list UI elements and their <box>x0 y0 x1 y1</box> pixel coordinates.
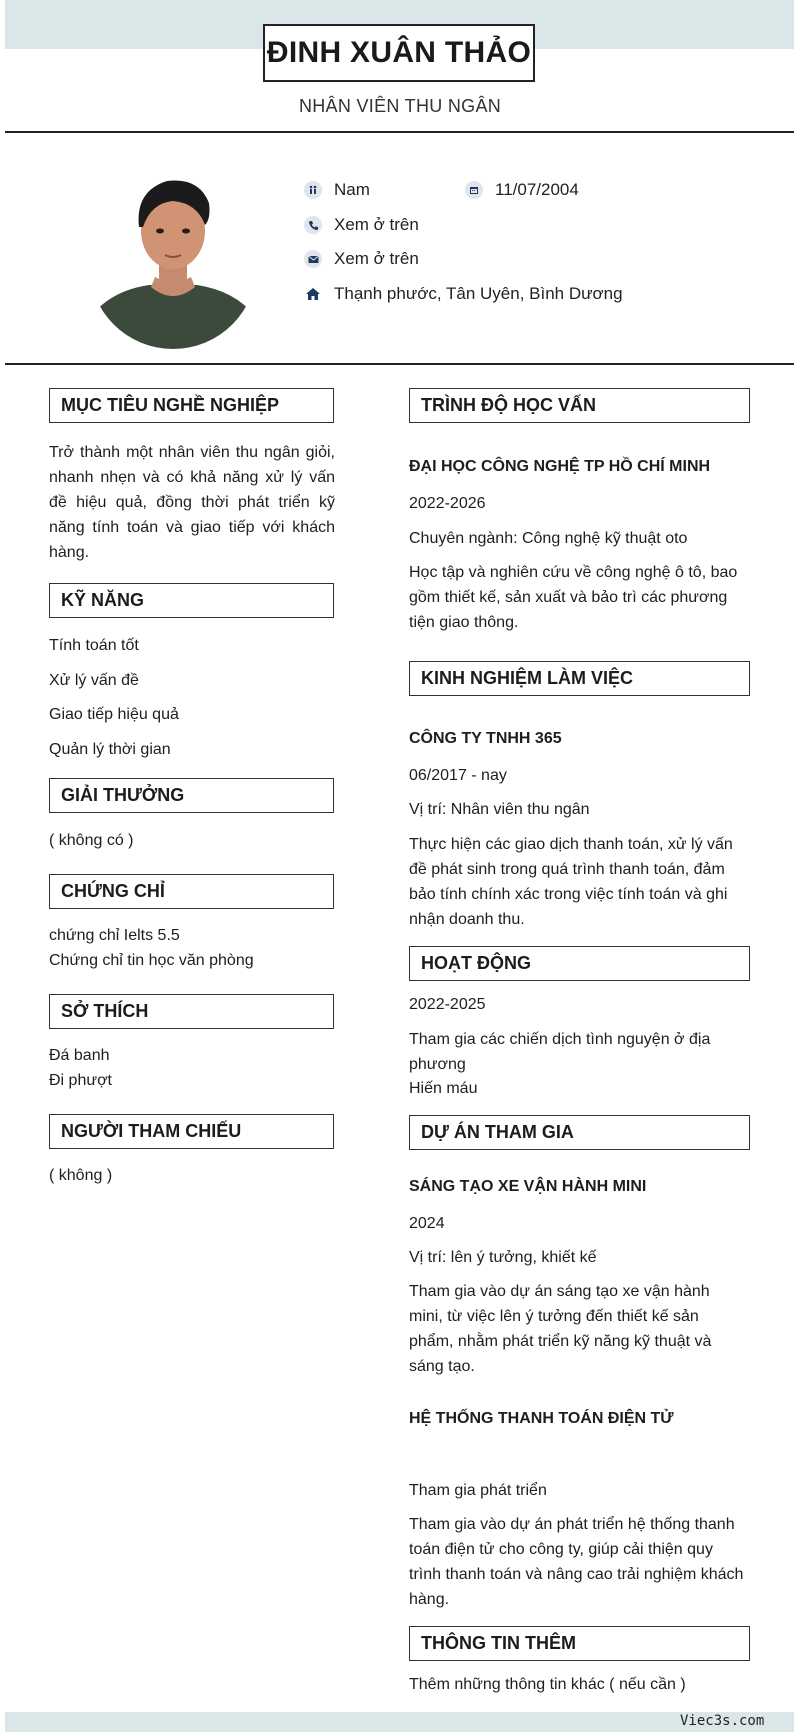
education-school: ĐẠI HỌC CÔNG NGHỆ TP HỒ CHÍ MINH <box>409 458 711 475</box>
calendar-icon <box>465 181 483 199</box>
section-more-heading: THÔNG TIN THÊM <box>409 1626 750 1661</box>
phone-value: Xem ở trên <box>334 215 419 234</box>
certificate-item: chứng chỉ Ielts 5.5 <box>49 927 180 944</box>
more-text: Thêm những thông tin khác ( nếu cần ) <box>409 1676 686 1693</box>
hobby-item: Đi phượt <box>49 1072 112 1089</box>
gender-row <box>304 180 370 200</box>
home-icon <box>304 285 322 303</box>
section-awards-heading: GIẢI THƯỞNG <box>49 778 334 813</box>
section-education-heading: TRÌNH ĐỘ HỌC VẤN <box>409 388 750 423</box>
skill-item: Xử lý vấn đề <box>49 672 139 689</box>
experience-position: Vị trí: Nhân viên thu ngân <box>409 801 590 818</box>
section-hobbies-heading: SỞ THÍCH <box>49 994 334 1029</box>
phone-icon <box>304 216 322 234</box>
address-value: Thạnh phước, Tân Uyên, Bình Dương <box>334 284 623 303</box>
activities-extra: Hiến máu <box>409 1080 478 1097</box>
footer-brand: Viec3s.com <box>680 1713 765 1729</box>
experience-desc: Thực hiện các giao dịch thanh toán, xử lý vấn đề phát sinh trong quá trình thanh toán, đảm bảo tính chính xác trong việc tính toán và ghi nhận doanh thu. <box>409 836 733 928</box>
birthdate-row <box>465 180 579 200</box>
email-row <box>304 249 419 269</box>
activities-desc: Tham gia các chiến dịch tình nguyện ở địa phương <box>409 1031 711 1073</box>
section-projects-heading: DỰ ÁN THAM GIA <box>409 1115 750 1150</box>
candidate-name: ĐINH XUÂN THẢO <box>263 24 535 82</box>
divider-top <box>5 131 794 133</box>
project-desc: Tham gia vào dự án phát triển hệ thống thanh toán điện tử cho công ty, giúp cải thiện quy trình thanh toán và nâng cao trải nghiệm khách hàng. <box>409 1516 744 1608</box>
project-title: SÁNG TẠO XE VẬN HÀNH MINI <box>409 1178 647 1195</box>
references-text: ( không ) <box>49 1167 113 1184</box>
project-title: HỆ THỐNG THANH TOÁN ĐIỆN TỬ <box>409 1410 674 1427</box>
objective-text: Trở thành một nhân viên thu ngân giỏi, nhanh nhẹn và có khả năng xử lý vấn đề hiệu quả, đồng thời phát triển kỹ năng tính toán và giao tiếp với khách hàng. <box>49 444 335 561</box>
birthdate-value: 11/07/2004 <box>495 180 579 199</box>
project-desc: Tham gia vào dự án sáng tạo xe vận hành mini, từ việc lên ý tưởng đến thiết kế sản phẩm, nhằm phát triển kỹ năng kỹ thuật và sáng tạo. <box>409 1283 712 1375</box>
experience-company: CÔNG TY TNHH 365 <box>409 730 562 747</box>
skill-item: Giao tiếp hiệu quả <box>49 706 179 723</box>
certificate-item: Chứng chỉ tin học văn phòng <box>49 952 254 969</box>
phone-row <box>304 215 419 235</box>
divider-middle <box>5 363 794 365</box>
gender-value: Nam <box>334 180 370 199</box>
section-objective-heading: MỤC TIÊU NGHỀ NGHIỆP <box>49 388 334 423</box>
address-row <box>304 284 623 304</box>
skill-item: Quản lý thời gian <box>49 741 171 758</box>
section-experience-heading: KINH NGHIỆM LÀM VIỆC <box>409 661 750 696</box>
education-major: Chuyên ngành: Công nghệ kỹ thuật oto <box>409 530 688 547</box>
skill-item: Tính toán tốt <box>49 637 139 654</box>
gender-icon <box>304 181 322 199</box>
activities-period: 2022-2025 <box>409 996 486 1013</box>
project-year: 2024 <box>409 1215 445 1232</box>
email-icon <box>304 250 322 268</box>
education-desc: Học tập và nghiên cứu về công nghệ ô tô, bao gồm thiết kế, sản xuất và bảo trì các phương tiện giao thông. <box>409 564 738 631</box>
avatar <box>89 169 257 349</box>
section-activities-heading: HOẠT ĐỘNG <box>409 946 750 981</box>
section-references-heading: NGƯỜI THAM CHIẾU <box>49 1114 334 1149</box>
education-period: 2022-2026 <box>409 495 486 512</box>
footer-band <box>5 1712 794 1732</box>
email-value: Xem ở trên <box>334 249 419 268</box>
project-role: Tham gia phát triển <box>409 1482 547 1499</box>
section-skills-heading: KỸ NĂNG <box>49 583 334 618</box>
job-title: NHÂN VIÊN THU NGÂN <box>298 96 502 116</box>
section-certificates-heading: CHỨNG CHỈ <box>49 874 334 909</box>
project-role: Vị trí: lên ý tưởng, khiết kế <box>409 1249 597 1266</box>
awards-text: ( không có ) <box>49 832 134 849</box>
hobby-item: Đá banh <box>49 1047 110 1064</box>
avatar-photo <box>89 169 257 349</box>
experience-period: 06/2017 - nay <box>409 767 507 784</box>
